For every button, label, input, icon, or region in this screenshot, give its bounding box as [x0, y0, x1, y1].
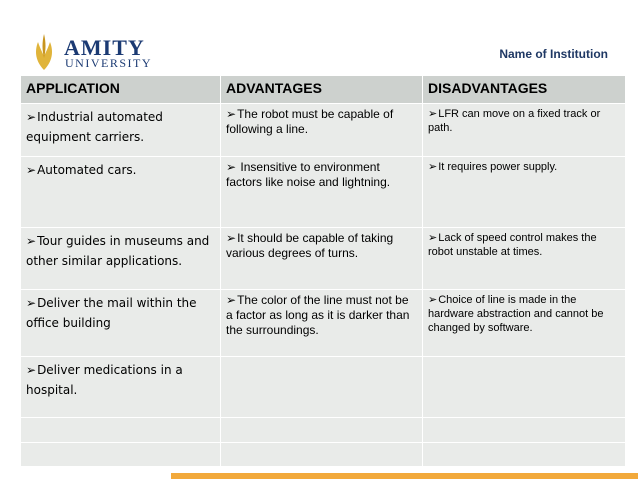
logo-name: AMITY	[64, 35, 145, 60]
cell-text: Choice of line is made in the hardware abstraction and cannot be changed by software.	[428, 294, 604, 334]
bullet-arrow-icon: ➢	[226, 231, 237, 245]
advantage-cell	[221, 104, 423, 157]
bullet-arrow-icon: ➢	[226, 160, 237, 174]
disadvantage-cell	[423, 290, 626, 357]
bullet-arrow-icon: ➢	[26, 363, 37, 377]
table-row	[21, 228, 626, 290]
bullet-arrow-icon: ➢	[26, 296, 37, 310]
header-disadvantages: DISADVANTAGES	[423, 76, 626, 104]
cell-text: Industrial automated equipment carriers.	[26, 110, 163, 144]
advantage-cell	[221, 418, 423, 443]
application-cell	[21, 157, 221, 228]
disadvantage-cell	[423, 228, 626, 290]
accent-bar	[171, 473, 638, 479]
advantage-cell	[221, 443, 423, 467]
bullet-arrow-icon: ➢	[428, 108, 438, 120]
cell-text: It should be capable of taking various degrees of turns.	[226, 231, 394, 260]
bullet-arrow-icon: ➢	[26, 234, 37, 248]
cell-text: Lack of speed control makes the robot unstable at times.	[428, 232, 597, 258]
application-cell	[21, 443, 221, 467]
application-cell	[21, 357, 221, 418]
bullet-arrow-icon: ➢	[26, 110, 37, 124]
application-cell	[21, 104, 221, 157]
cell-text: Deliver medications in a hospital.	[26, 363, 183, 397]
disadvantage-cell	[423, 443, 626, 467]
disadvantage-cell	[423, 418, 626, 443]
cell-text: Tour guides in museums and other similar applications.	[26, 234, 210, 268]
header-application: APPLICATION	[21, 76, 221, 104]
cell-text: Insensitive to environment factors like noise and lightning.	[226, 160, 391, 189]
logo-subtitle: UNIVERSITY	[65, 56, 152, 70]
application-cell	[21, 290, 221, 357]
bullet-arrow-icon: ➢	[428, 161, 438, 173]
application-cell	[21, 418, 221, 443]
disadvantage-cell	[423, 357, 626, 418]
cell-text: It requires power supply.	[438, 161, 558, 173]
cell-text: The color of the line must not be a factor as long as it is darker than the surroundings.	[226, 293, 410, 337]
disadvantage-cell	[423, 157, 626, 228]
disadvantage-cell	[423, 104, 626, 157]
header-advantages: ADVANTAGES	[221, 76, 423, 104]
bullet-arrow-icon: ➢	[26, 163, 37, 177]
table-row	[21, 357, 626, 418]
comparison-table	[20, 75, 626, 467]
advantage-cell	[221, 357, 423, 418]
bullet-arrow-icon: ➢	[428, 232, 438, 244]
bullet-arrow-icon: ➢	[226, 293, 237, 307]
table-row	[21, 418, 626, 443]
cell-text: LFR can move on a fixed track or path.	[428, 108, 601, 134]
institution-name: Name of Institution	[499, 47, 608, 61]
amity-logo	[28, 32, 152, 72]
table-row	[21, 443, 626, 467]
advantage-cell	[221, 157, 423, 228]
table-header-row	[21, 76, 626, 104]
bullet-arrow-icon: ➢	[226, 107, 237, 121]
cell-text: Automated cars.	[37, 163, 137, 177]
table-row	[21, 157, 626, 228]
table-row	[21, 290, 626, 357]
advantage-cell	[221, 228, 423, 290]
cell-text: Deliver the mail within the office building	[26, 296, 197, 330]
table-row	[21, 104, 626, 157]
bullet-arrow-icon: ➢	[428, 294, 438, 306]
application-cell	[21, 228, 221, 290]
university-crest-icon	[28, 32, 60, 72]
cell-text: The robot must be capable of following a line.	[226, 107, 394, 136]
advantage-cell	[221, 290, 423, 357]
